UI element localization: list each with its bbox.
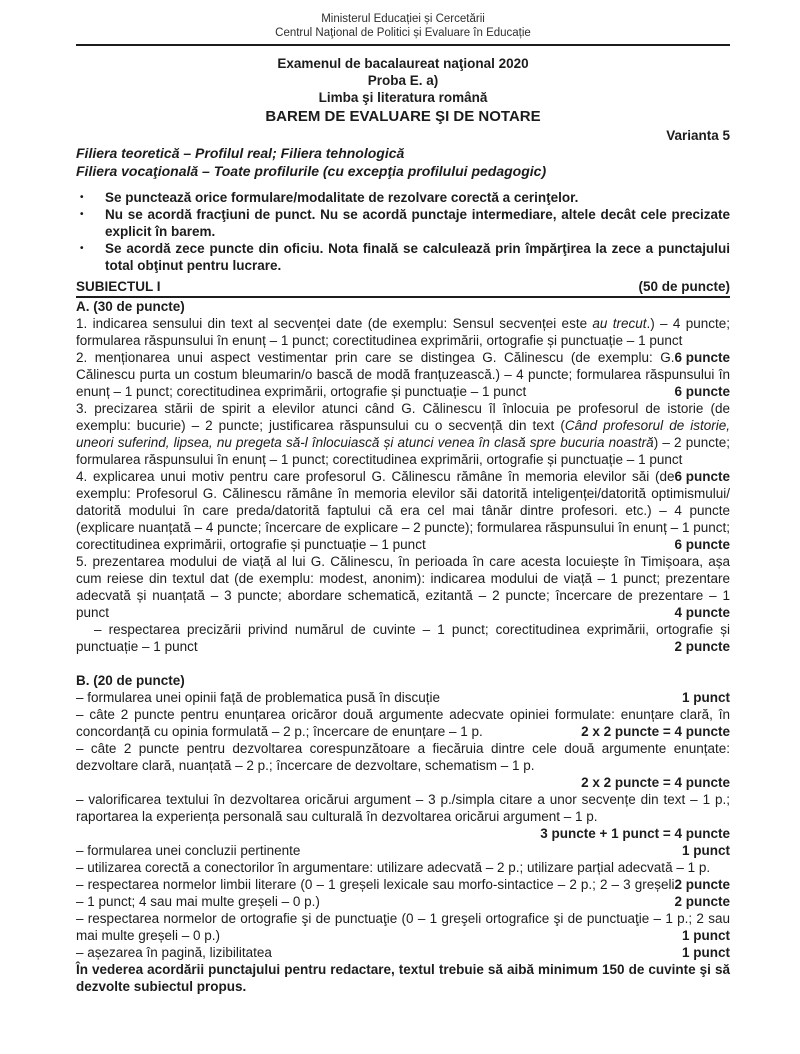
- barem-title: BAREM DE EVALUARE ŞI DE NOTARE: [265, 108, 541, 125]
- criterion-item: [76, 689, 730, 706]
- criterion-item: [76, 791, 730, 825]
- points-value: 6 puncte: [674, 350, 730, 365]
- center-name: Centrul Naţional de Politici și Evaluare în Educație: [275, 27, 531, 39]
- points-value: 4 puncte: [674, 605, 730, 620]
- bullet-icon: •: [80, 192, 84, 203]
- points-value: 2 puncte: [674, 639, 730, 654]
- criterion-text: 2. menționarea unui aspect vestimentar prin care se distingea G. Călinescu (de exemplu: G. Călinescu purta un costum bleumarin/o bască de modă franțuzească.) – 4 puncte; formularea răspunsului în enunț – 1 punct; corectitudinea exprimării, ortografie și punctuație – 1 punct: [76, 350, 730, 399]
- header-divider: [76, 44, 730, 46]
- filiera-block: [76, 144, 730, 180]
- criterion-text: – respectarea normelor de ortografie şi de punctuaţie (0 – 1 greşeli ortografice şi de punctuaţie – 1 p.; 2 sau mai multe greșeli – 0 p.): [76, 911, 730, 943]
- criterion-item: [76, 621, 730, 655]
- subject1-points: (50 de puncte): [638, 279, 730, 294]
- points-value: 1 punct: [681, 928, 730, 943]
- filiera-line-2: Filiera vocaţională – Toate profilurile (cu excepţia profilului pedagogic): [76, 163, 547, 179]
- criterion-item: [76, 876, 730, 910]
- criterion-text: – valorificarea textului în dezvoltarea oricărui argument – 3 p./simpla citare a unor secvențe din text – 1 p.; raportarea la experiența personală sau culturală în dezvoltarea oricărui argument – 1 p.: [76, 792, 730, 824]
- criterion-text: – câte 2 puncte pentru dezvoltarea corespunzătoare a fiecăruia dintre cele două argumente enunțate: dezvoltare clară, nuanțată – 2 p.; încercare de dezvoltare, schematism – 1 p.: [76, 741, 730, 773]
- points-value: 1 punct: [681, 843, 730, 858]
- points-value: 1 punct: [681, 690, 730, 705]
- criterion-text: 4. explicarea unui motiv pentru care profesorul G. Călinescu rămâne în memoria elevilor săi (de exemplu: Profesorul G. Călinescu rămâne în memoria elevilor săi datorită inteligenței/datorită optimismului/ datorită modului în care preda/datorită faptului că era cel mai tânăr dintre profesori. etc.) – 4 puncte (explicare nuanțată – 4 puncte; încercare de explicare – 2 puncte); formularea răspunsului în enunț – 1 punct; corectitudinea exprimării, ortografie și punctuație – 1 punct: [76, 469, 730, 552]
- points-value: 6 puncte: [674, 537, 730, 552]
- criterion-text: ) – 2 puncte; formularea răspunsului în enunț – 1 punct; corectitudinea exprimării, ortografie și punctuație – 1 punct: [76, 435, 730, 467]
- exam-title: Examenul de bacalaureat naţional 2020: [277, 56, 529, 71]
- ministry-header: [76, 12, 730, 40]
- variant-label: Varianta 5: [666, 128, 730, 143]
- points-value: 2 x 2 puncte = 4 puncte: [581, 724, 730, 739]
- criterion-text: 1. indicarea sensului din text al secvenței date (de exemplu: Sensul secvenței este: [76, 316, 593, 331]
- rule-bullet-2: [76, 206, 730, 240]
- subject1-heading: [76, 278, 730, 298]
- title-block: [76, 55, 730, 127]
- criterion-item: [76, 468, 730, 553]
- criterion-text: – respectarea normelor limbii literare (0 – 1 greșeli lexicale sau morfo-sintactice – 2 p.; 2 – 3 greșeli – 1 punct; 4 sau mai multe greșeli – 0 p.): [76, 877, 675, 909]
- ministry-name: Ministerul Educației și Cercetării: [321, 13, 485, 25]
- criterion-item: [76, 910, 730, 944]
- criterion-text: – respectarea precizării privind numărul de cuvinte – 1 punct; corectitudinea exprimării, ortografie și punctuație – 1 punct: [76, 622, 730, 654]
- criterion-item: [76, 706, 730, 740]
- points-value: 2 puncte: [674, 894, 730, 909]
- bullet-icon: •: [80, 243, 84, 254]
- criterion-text: .) – 4 puncte; formularea răspunsului în enunț – 1 punct; corectitudinea exprimării, ortografie și punctuație – 1 punct: [76, 316, 730, 348]
- criterion-text: 3. precizarea stării de spirit a elevilor atunci când G. Călinescu îl înlocuia pe profesorul de istorie (de exemplu: bucurie) – 2 puncte; justificarea răspunsului cu o secvență din text (: [76, 401, 730, 433]
- exam-proba: Proba E. a): [367, 73, 439, 88]
- filiera-line-1: Filiera teoretică – Profilul real; Filiera tehnologică: [76, 145, 405, 161]
- points-value: 6 puncte: [674, 384, 730, 399]
- criterion-text: 5. prezentarea modului de viață al lui G. Călinescu, în perioada în care acesta locuiește în Timișoara, așa cum reiese din textul dat (de exemplu: modest, anonim): indicarea modului de viață – 1 punct; prezentare adecvată și nuanțată – 3 puncte; abordare schematică, ezitantă – 2 puncte; încercare de prezentare – 1 punct: [76, 554, 730, 620]
- criterion-item: [76, 842, 730, 859]
- criterion-text: – așezarea în pagină, lizibilitatea: [76, 945, 272, 960]
- criterion-item: [76, 944, 730, 961]
- section-heading: B. (20 de puncte): [76, 673, 185, 688]
- redaction-note: În vederea acordării punctajului pentru redactare, textul trebuie să aibă minimum 150 de cuvinte şi să dezvolte subiectul propus.: [76, 962, 730, 994]
- points-value: 2 x 2 puncte = 4 puncte: [581, 775, 730, 790]
- points-value: 6 puncte: [674, 469, 730, 484]
- criterion-text: – formularea unei concluzii pertinente: [76, 843, 301, 858]
- rule-bullet-3: [76, 240, 730, 274]
- criterion-item: [76, 740, 730, 774]
- quoted-text: Când profesorul de istorie, uneori suferind, lipsea, nu pregeta să-l înlocuiască și atunci venea în clasă spre bucuria noastră: [76, 418, 730, 450]
- criterion-item: [76, 349, 730, 400]
- subject1-label: SUBIECTUL I: [76, 279, 161, 294]
- rule-text: Se acordă zece puncte din oficiu. Nota finală se calculează prin împărţirea la zece a punctajului total obţinut pentru lucrare.: [105, 241, 730, 273]
- rule-bullet-1: [76, 189, 730, 206]
- rule-text: Nu se acordă fracţiuni de punct. Nu se acordă punctaje intermediare, altele decât cele precizate explicit în barem.: [105, 207, 730, 239]
- criterion-item: [76, 859, 730, 892]
- scoring-sections: [76, 298, 730, 961]
- section-heading: A. (30 de puncte): [76, 299, 185, 314]
- bullet-icon: •: [80, 209, 84, 220]
- rule-text: Se punctează orice formulare/modalitate de rezolvare corectă a cerinţelor.: [105, 190, 579, 205]
- criterion-item: [76, 400, 730, 484]
- quoted-text: au trecut: [592, 316, 647, 331]
- points-value: 1 punct: [681, 945, 730, 960]
- criterion-item: [76, 553, 730, 621]
- points-value: 2 puncte: [674, 877, 730, 892]
- criterion-text: – câte 2 puncte pentru enunțarea oricăror două argumente adecvate opiniei formulate: enunțare clară, în concordanță cu opinia formulată – 2 p.; încercare de enunțare – 1 p.: [76, 707, 730, 739]
- criterion-item: [76, 315, 730, 365]
- points-value: 3 puncte + 1 punct = 4 puncte: [540, 826, 730, 841]
- general-rules-list: [76, 189, 730, 274]
- criterion-text: – formularea unei opinii față de problematica pusă în discuție: [76, 690, 440, 705]
- exam-subject: Limba şi literatura română: [318, 90, 488, 105]
- criterion-text: – utilizarea corectă a conectorilor în argumentare: utilizare adecvată – 2 p.; utilizare parțial adecvată – 1 p.: [76, 860, 711, 875]
